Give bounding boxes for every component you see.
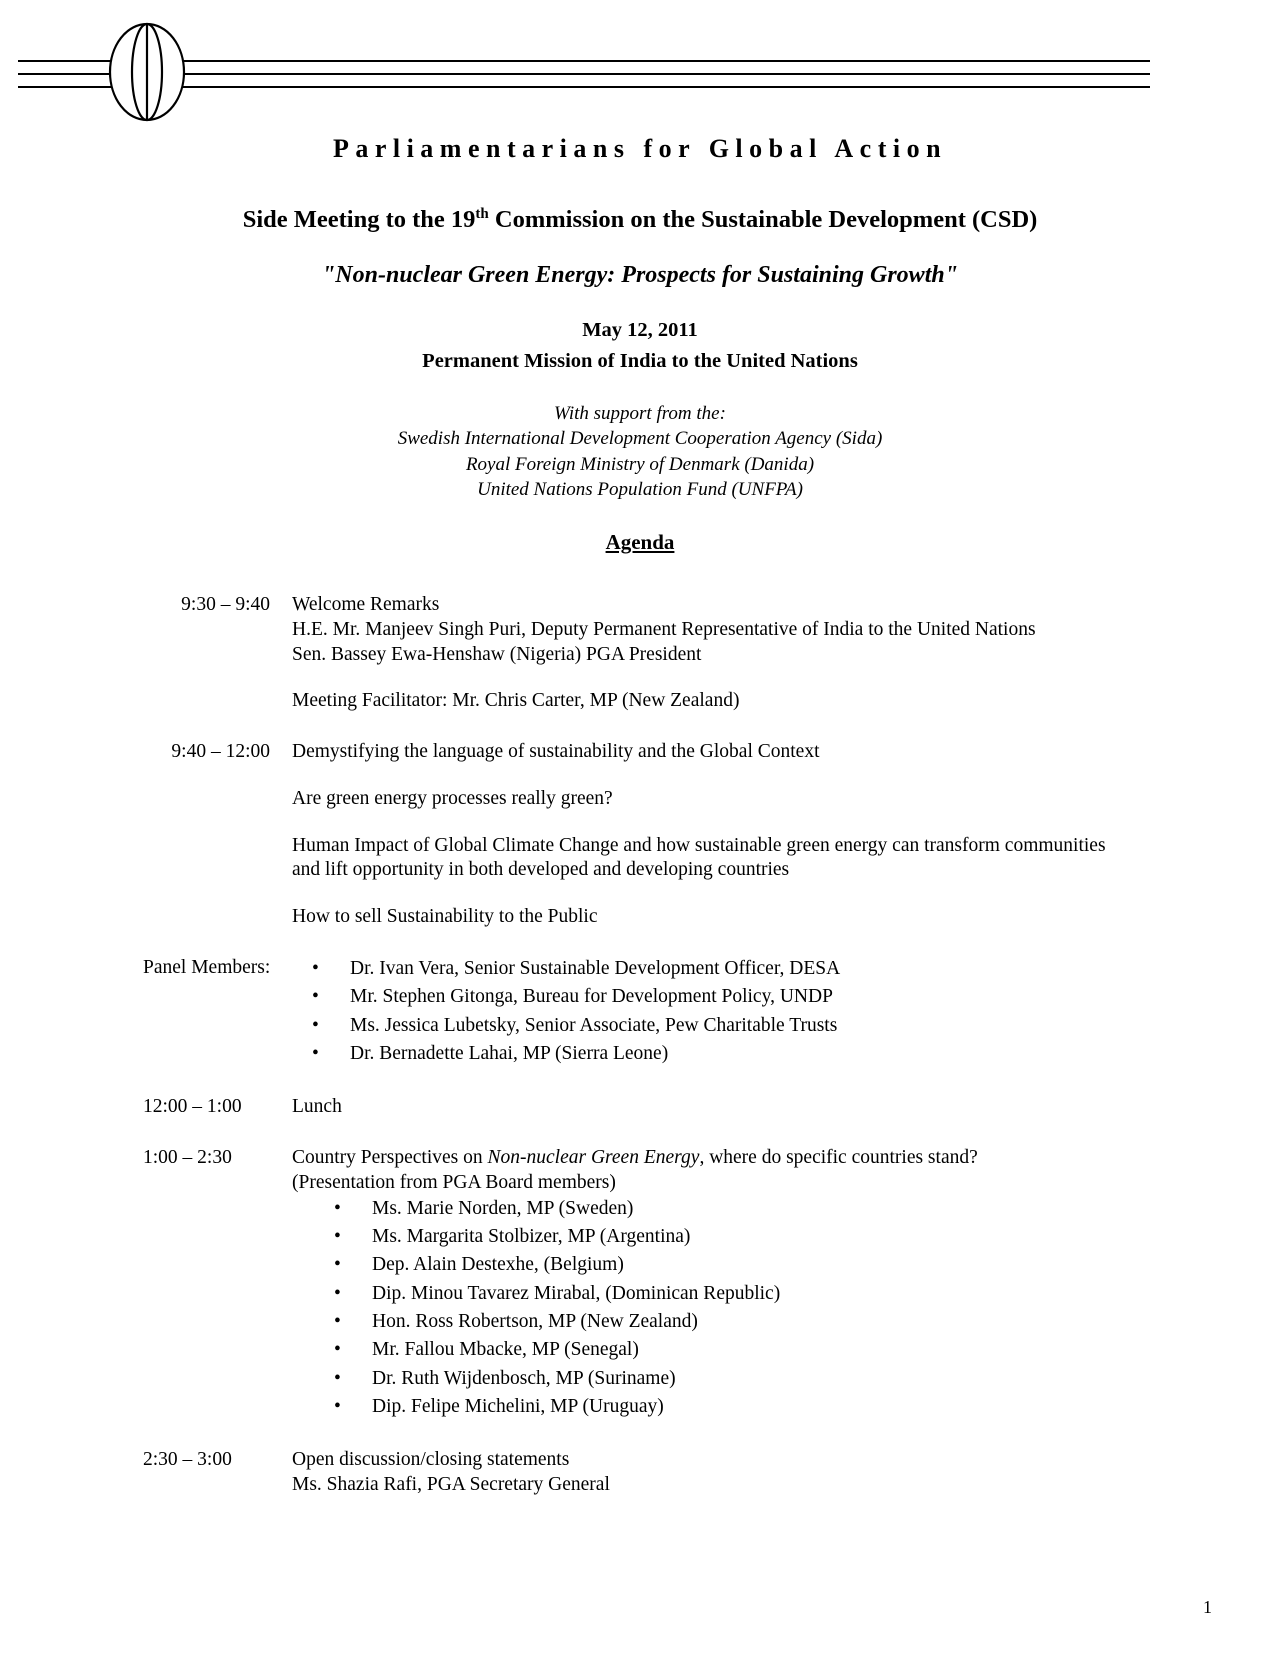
country-subtitle: (Presentation from PGA Board members) bbox=[292, 1171, 616, 1193]
agenda-description bbox=[270, 1448, 1130, 1498]
agenda-time: 12:00 – 1:00 bbox=[143, 1096, 242, 1118]
welcome-speaker-1: H.E. Mr. Manjeev Singh Puri, Deputy Permanent Representative of India to the United Nations bbox=[292, 618, 1036, 640]
globe-icon bbox=[108, 22, 186, 122]
list-item: • Dip. Minou Tavarez Mirabal, (Dominican Republic) bbox=[292, 1281, 1130, 1306]
agenda-time: 1:00 – 2:30 bbox=[143, 1147, 232, 1169]
session-topic-1: Demystifying the language of sustainability and the Global Context bbox=[292, 741, 820, 763]
meeting-venue: Permanent Mission of India to the United Nations bbox=[422, 350, 858, 373]
list-item: • Ms. Marie Norden, MP (Sweden) bbox=[292, 1196, 1130, 1221]
session-topic-2: Are green energy processes really green? bbox=[292, 787, 613, 809]
list-item: • Mr. Fallou Mbacke, MP (Senegal) bbox=[292, 1337, 1130, 1362]
agenda-item-demystifying bbox=[143, 740, 1130, 930]
agenda-list bbox=[0, 593, 1280, 1498]
country-title bbox=[292, 1146, 1130, 1171]
agenda-item-closing bbox=[143, 1448, 1130, 1498]
list-item: • Mr. Stephen Gitonga, Bureau for Development Policy, UNDP bbox=[270, 984, 1130, 1009]
meeting-subtitle: "Non-nuclear Green Energy: Prospects for Sustaining Growth" bbox=[321, 262, 959, 289]
agenda-description bbox=[270, 1146, 1130, 1422]
lunch-label: Lunch bbox=[292, 1096, 342, 1118]
list-item: • Dip. Felipe Michelini, MP (Uruguay) bbox=[292, 1394, 1130, 1419]
support-block bbox=[0, 401, 1280, 502]
meeting-title bbox=[0, 206, 1280, 234]
session-topic-3: Human Impact of Global Climate Change and how sustainable green energy can transform communities and lift opportunity in both developed and developing countries bbox=[292, 834, 1106, 881]
welcome-title: Welcome Remarks bbox=[292, 594, 440, 616]
country-speakers-list bbox=[292, 1196, 1130, 1420]
agenda-item-country-perspectives bbox=[143, 1146, 1130, 1422]
agenda-item-welcome bbox=[143, 593, 1130, 714]
rule-line bbox=[18, 73, 1150, 75]
country-title-post: , where do specific countries stand? bbox=[699, 1147, 978, 1169]
meeting-facilitator: Meeting Facilitator: Mr. Chris Carter, MP (New Zealand) bbox=[292, 690, 740, 712]
rule-line bbox=[18, 60, 1150, 62]
agenda-description bbox=[270, 1095, 1130, 1120]
agenda-description bbox=[270, 740, 1130, 930]
meeting-title-post: Commission on the Sustainable Development (CSD) bbox=[488, 206, 1038, 234]
letterhead-rules bbox=[18, 60, 1150, 99]
agenda-time: 9:30 – 9:40 bbox=[181, 594, 270, 616]
meeting-title-ordinal: th bbox=[475, 206, 489, 222]
meeting-date: May 12, 2011 bbox=[582, 319, 698, 342]
page-number: 1 bbox=[1203, 1597, 1212, 1617]
list-item: • Dr. Bernadette Lahai, MP (Sierra Leone) bbox=[270, 1041, 1130, 1066]
closing-title: Open discussion/closing statements bbox=[292, 1449, 570, 1471]
country-title-pre: Country Perspectives on bbox=[292, 1147, 488, 1169]
agenda-item-lunch bbox=[143, 1095, 1130, 1120]
session-topic-4: How to sell Sustainability to the Public bbox=[292, 906, 598, 928]
list-item: • Ms. Margarita Stolbizer, MP (Argentina) bbox=[292, 1224, 1130, 1249]
support-intro: With support from the: bbox=[554, 403, 726, 425]
country-title-italic: Non-nuclear Green Energy bbox=[487, 1147, 700, 1169]
list-item: • Hon. Ross Robertson, MP (New Zealand) bbox=[292, 1309, 1130, 1334]
welcome-speaker-2: Sen. Bassey Ewa-Henshaw (Nigeria) PGA President bbox=[292, 643, 702, 665]
list-item: • Dr. Ruth Wijdenbosch, MP (Suriname) bbox=[292, 1366, 1130, 1391]
agenda-time: 9:40 – 12:00 bbox=[171, 741, 270, 763]
supporter-1: Swedish International Development Cooperation Agency (Sida) bbox=[397, 428, 883, 450]
list-item: • Ms. Jessica Lubetsky, Senior Associate, Pew Charitable Trusts bbox=[270, 1013, 1130, 1038]
panel-members-label: Panel Members: bbox=[143, 956, 271, 978]
organization-name: Parliamentarians for Global Action bbox=[332, 134, 948, 163]
closing-speaker: Ms. Shazia Rafi, PGA Secretary General bbox=[292, 1474, 610, 1496]
agenda-heading: Agenda bbox=[605, 530, 675, 555]
list-item: • Dep. Alain Destexhe, (Belgium) bbox=[292, 1252, 1130, 1277]
agenda-panel-members bbox=[143, 956, 1130, 1069]
supporter-3: United Nations Population Fund (UNFPA) bbox=[477, 478, 803, 500]
meeting-title-pre: Side Meeting to the 19 bbox=[242, 206, 476, 234]
agenda-description bbox=[270, 593, 1130, 714]
panel-members-list bbox=[270, 956, 1130, 1069]
list-item: • Dr. Ivan Vera, Senior Sustainable Development Officer, DESA bbox=[270, 956, 1130, 981]
letterhead bbox=[0, 0, 1280, 120]
rule-line bbox=[18, 86, 1150, 88]
supporter-2: Royal Foreign Ministry of Denmark (Danida) bbox=[465, 453, 815, 475]
agenda-time: 2:30 – 3:00 bbox=[143, 1449, 232, 1471]
